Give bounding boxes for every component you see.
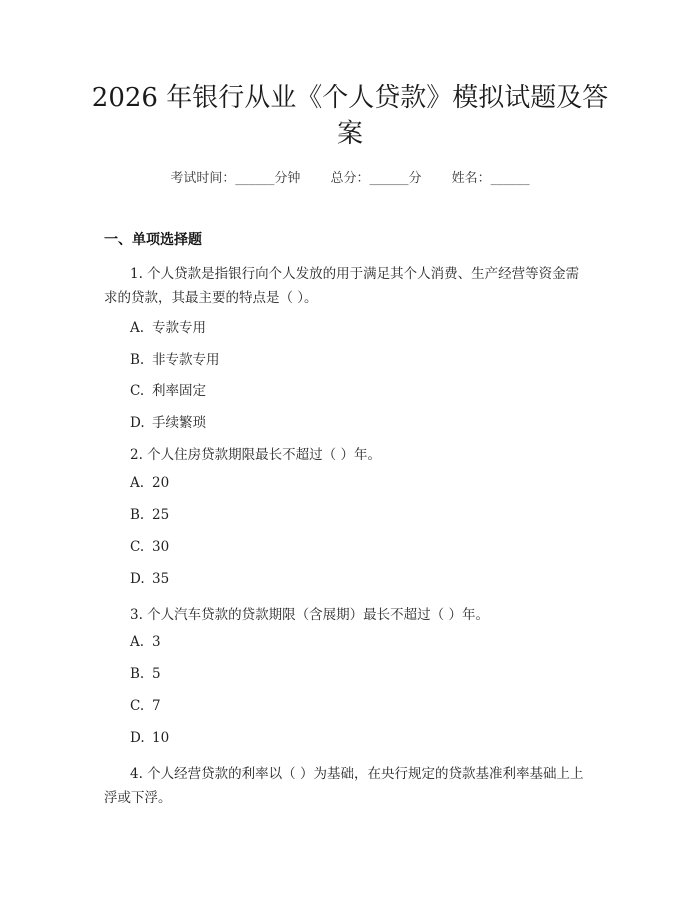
option-letter: A. xyxy=(130,320,145,336)
option-text: 手续繁琐 xyxy=(152,415,206,431)
option-letter: D. xyxy=(130,415,145,431)
option-text: 利率固定 xyxy=(152,383,206,399)
question-1-option-c xyxy=(130,379,206,399)
name-field: 姓名：______ xyxy=(451,171,530,186)
option-letter: C. xyxy=(130,539,145,555)
option-letter: B. xyxy=(130,507,145,523)
question-4-text: 4. 个人经营贷款的利率以（ ）为基础，在央行规定的贷款基准利率基础上上 xyxy=(130,766,584,782)
exam-time-field: 考试时间：______分钟 xyxy=(170,171,301,186)
option-text: 30 xyxy=(152,539,170,555)
question-4-text-cont: 浮或下浮。 xyxy=(104,790,172,806)
exam-info-row xyxy=(0,167,700,186)
option-letter: A. xyxy=(130,634,145,650)
question-2-text: 2. 个人住房贷款期限最长不超过（ ）年。 xyxy=(130,447,381,463)
option-text: 3 xyxy=(152,634,161,650)
question-2-option-d xyxy=(130,571,169,587)
option-letter: B. xyxy=(130,666,145,682)
question-3-option-a xyxy=(130,634,161,650)
question-1-option-d xyxy=(130,411,206,431)
option-text: 25 xyxy=(152,507,170,523)
question-1-text: 1. 个人贷款是指银行向个人发放的用于满足其个人消费、生产经营等资金需 xyxy=(130,266,580,282)
question-1-option-b xyxy=(130,348,220,368)
option-letter: D. xyxy=(130,571,145,587)
option-letter: C. xyxy=(130,698,145,714)
question-2-option-a xyxy=(130,475,169,491)
question-3-text: 3. 个人汽车贷款的贷款期限（含展期）最长不超过（ ）年。 xyxy=(130,607,489,623)
question-2-option-c xyxy=(130,539,169,555)
question-1-text-cont: 求的贷款，其最主要的特点是（ ）。 xyxy=(104,290,318,306)
option-text: 7 xyxy=(152,698,161,714)
total-score-field: 总分：______分 xyxy=(330,171,422,186)
question-3-option-b xyxy=(130,666,161,682)
option-text: 20 xyxy=(152,475,170,491)
option-text: 专款专用 xyxy=(152,320,206,336)
question-3-option-d xyxy=(130,730,169,746)
option-letter: B. xyxy=(130,352,145,368)
question-1-option-a xyxy=(130,316,206,336)
option-text: 10 xyxy=(152,730,170,746)
title-line-2: 案 xyxy=(336,119,363,149)
option-letter: D. xyxy=(130,730,145,746)
section-title: 一、单项选择题 xyxy=(104,232,202,248)
option-letter: A. xyxy=(130,475,145,491)
option-letter: C. xyxy=(130,383,145,399)
question-2-option-b xyxy=(130,507,169,523)
question-3-option-c xyxy=(130,698,161,714)
option-text: 35 xyxy=(152,571,170,587)
document-title xyxy=(90,80,610,152)
option-text: 5 xyxy=(152,666,161,682)
option-text: 非专款专用 xyxy=(152,352,220,368)
title-line-1: 2026 年银行从业《个人贷款》模拟试题及答 xyxy=(91,83,609,113)
